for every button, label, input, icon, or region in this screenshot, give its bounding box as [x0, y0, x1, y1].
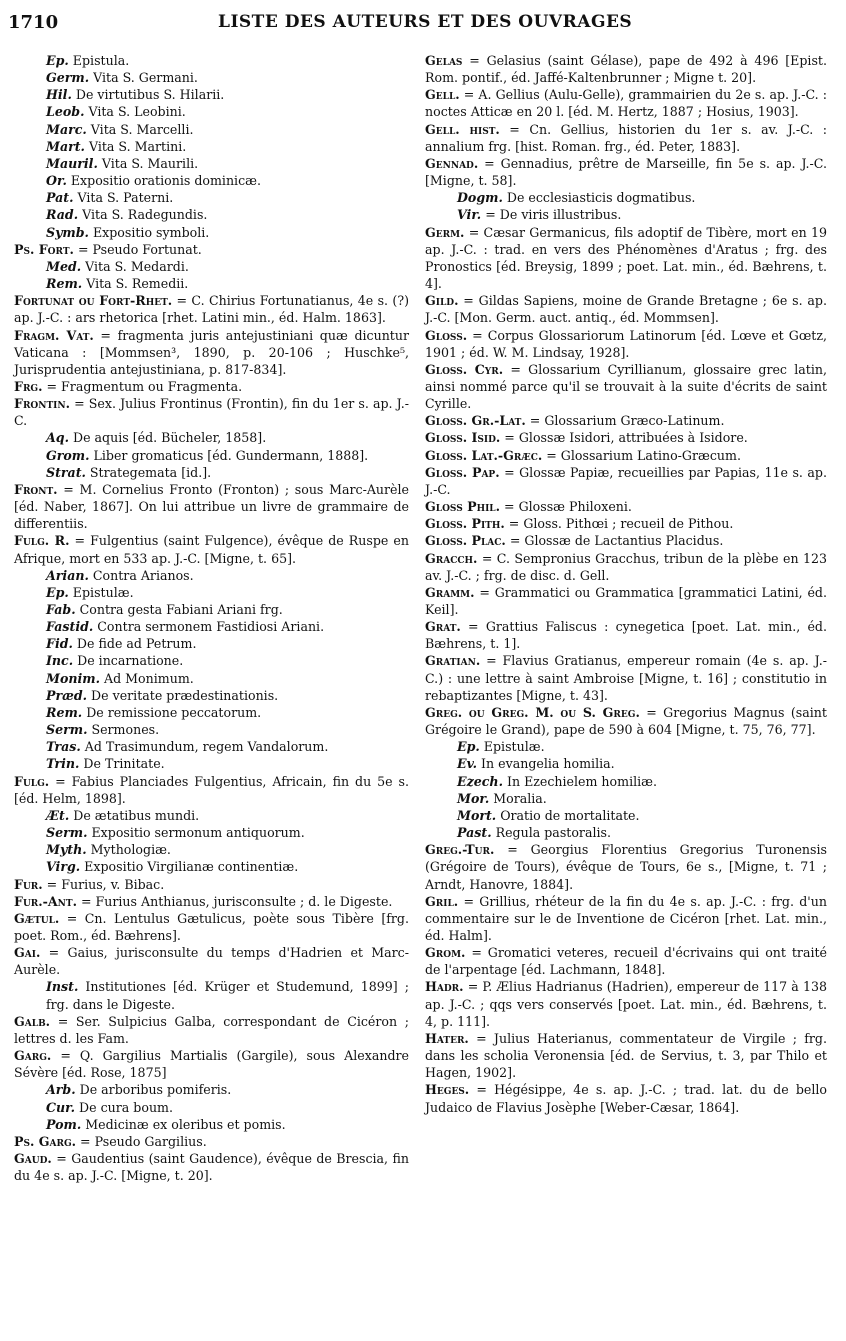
- work-entry: [14, 601, 409, 618]
- entry-text: Mythologiæ.: [86, 842, 171, 858]
- author-entry: [425, 1030, 827, 1081]
- entry-text: = Glossarium Cyrillianum, glossaire grec latin, ainsi nommé parce qu'il se trouvait à la suite d'écrits de saint Cyrille.: [425, 361, 827, 412]
- entry-text: Expositio Virgilianæ continentiæ.: [80, 859, 299, 875]
- entry-abbreviation: Serm.: [46, 825, 88, 841]
- entry-abbreviation: Galb.: [14, 1013, 51, 1029]
- entry-text: De ætatibus mundi.: [69, 807, 200, 823]
- entry-abbreviation: Rad.: [46, 207, 79, 223]
- work-entry: [425, 790, 827, 807]
- author-entry: [14, 1013, 409, 1047]
- entry-abbreviation: Gell. hist.: [425, 121, 500, 137]
- entry-text: Epistulæ.: [479, 739, 545, 755]
- author-entry: [425, 652, 827, 703]
- author-entry: [14, 876, 409, 893]
- entry-abbreviation: Gennad.: [425, 155, 479, 171]
- work-entry: [14, 172, 409, 189]
- work-entry: [14, 103, 409, 120]
- author-entry: [425, 412, 827, 429]
- entry-text: = Gildas Sapiens, moine de Grande Bretagne ; 6e s. ap. J.-C. [Mon. Germ. auct. antiq., éd. Mommsen].: [425, 293, 827, 326]
- entry-text: = Georgius Florentius Gregorius Turonensis (Grégoire de Tours), évêque de Tours, 6e s., [Migne, t. 71 ; Arndt, Hanovre, 1884].: [425, 842, 827, 892]
- entry-abbreviation: Trin.: [46, 756, 80, 772]
- entry-text: Vita S. Martini.: [84, 138, 187, 154]
- entry-abbreviation: Gloss. Cyr.: [425, 361, 504, 377]
- work-entry: [14, 1116, 409, 1133]
- entry-text: = Flavius Gratianus, empereur romain (4e s. ap. J.-C.) : une lettre à saint Ambroise [Migne, t. 16] ; constitutio in rebaptizantes [Migne, t. 43].: [425, 653, 827, 703]
- work-entry: [14, 206, 409, 223]
- entry-text: = C. Chirius Fortunatianus, 4e s. (?) ap. J.-C. : ars rhetorica [rhet. Latini min., éd. Halm. 1863].: [14, 293, 409, 326]
- entry-text: = Furius, v. Bibac.: [42, 876, 165, 892]
- entry-text: De veritate prædestinationis.: [87, 687, 279, 703]
- entry-abbreviation: Vir.: [457, 207, 482, 223]
- entry-text: De aquis [éd. Bücheler, 1858].: [68, 430, 267, 446]
- entry-abbreviation: Fragm. Vat.: [14, 327, 94, 343]
- entry-abbreviation: Frg.: [14, 378, 43, 394]
- author-entry: [425, 224, 827, 293]
- entry-abbreviation: Mor.: [457, 790, 490, 806]
- work-entry: [14, 584, 409, 601]
- entry-text: = Cn. Gellius, historien du 1er s. av. J.-C. : annalium frg. [hist. Roman. frg., éd. Peter, 1883].: [425, 121, 827, 154]
- entry-text: = Glossæ de Lactantius Placidus.: [505, 533, 724, 549]
- work-entry: [14, 1099, 409, 1116]
- entry-text: = Cæsar Germanicus, fils adoptif de Tibère, mort en 19 ap. J.-C. : trad. en vers des Phénomènes d'Aratus ; frg. des Pronostics [éd. Breysig, 1899 ; poet. Lat. min., éd. Bæhrens, t. 4].: [425, 224, 827, 292]
- work-entry: [425, 206, 827, 223]
- work-entry: [14, 224, 409, 241]
- author-entry: [425, 86, 827, 120]
- entry-abbreviation: Præd.: [46, 687, 88, 703]
- entry-text: = Fabius Planciades Fulgentius, Africain, fin du 5e s. [éd. Helm, 1898].: [14, 773, 409, 806]
- entry-abbreviation: Gild.: [425, 293, 459, 309]
- entry-abbreviation: Gratian.: [425, 653, 481, 669]
- page-number: 1710: [8, 12, 59, 33]
- entry-abbreviation: Mauril.: [46, 155, 98, 171]
- entry-text: = Gaudentius (saint Gaudence), évêque de Brescia, fin du 4e s. ap. J.-C. [Migne, t. 20].: [14, 1151, 409, 1184]
- author-entry: [425, 327, 827, 361]
- entry-text: Moralia.: [489, 790, 547, 806]
- entry-text: Ad Monimum.: [100, 670, 194, 686]
- entry-abbreviation: Hadr.: [425, 979, 464, 995]
- work-entry: [14, 824, 409, 841]
- entry-abbreviation: Gell.: [425, 87, 460, 103]
- author-entry: [14, 944, 409, 978]
- work-entry: [425, 738, 827, 755]
- work-entry: [14, 807, 409, 824]
- entry-text: = Fulgentius (saint Fulgence), évêque de Ruspe en Afrique, mort en 533 ap. J.-C. [Migne, t. 65].: [14, 533, 409, 566]
- author-entry: [14, 1133, 409, 1150]
- author-entry: [425, 1081, 827, 1115]
- entry-abbreviation: Fastid.: [46, 619, 94, 635]
- entry-abbreviation: Mart.: [46, 138, 85, 154]
- entry-abbreviation: Frontin.: [14, 396, 71, 412]
- entry-abbreviation: Inst.: [46, 979, 79, 995]
- entry-abbreviation: Mort.: [457, 807, 497, 823]
- entry-abbreviation: Gelas: [425, 53, 463, 68]
- entry-text: = P. Ælius Hadrianus (Hadrien), empereur de 117 à 138 ap. J.-C. ; qqs vers conservés [poet. Lat. min., éd. Bæhrens, t. 4, p. 111].: [425, 979, 827, 1029]
- entry-abbreviation: Tras.: [46, 739, 81, 755]
- entry-text: Epistulæ.: [68, 584, 134, 600]
- entry-text: = Pseudo Fortunat.: [73, 241, 202, 257]
- entry-abbreviation: Front.: [14, 481, 58, 497]
- entry-text: Vita S. Remedii.: [82, 276, 189, 292]
- entry-abbreviation: Heges.: [425, 1082, 470, 1098]
- author-entry: [14, 481, 409, 532]
- work-entry: [425, 189, 827, 206]
- entry-text: = Glossæ Isidori, attribuées à Isidore.: [500, 430, 748, 446]
- entry-abbreviation: Ps. Garg.: [14, 1133, 77, 1149]
- author-entry: [14, 532, 409, 566]
- entry-abbreviation: Gloss. Gr.-Lat.: [425, 413, 526, 429]
- entry-abbreviation: Fid.: [46, 636, 73, 652]
- entry-text: Epistula.: [68, 53, 130, 68]
- entry-text: Ad Trasimundum, regem Vandalorum.: [80, 739, 329, 755]
- work-entry: [14, 755, 409, 772]
- entry-text: = Pseudo Gargilius.: [76, 1133, 207, 1149]
- author-entry: [425, 893, 827, 944]
- entry-abbreviation: Fulg.: [14, 773, 50, 789]
- work-entry: [14, 978, 409, 1012]
- work-entry: [14, 52, 409, 69]
- entry-text: = M. Cornelius Fronto (Fronton) ; sous Marc-Aurèle [éd. Naber, 1867]. On lui attribue un livre de grammaire de differentiis.: [14, 481, 409, 532]
- entry-text: Vita S. Marcelli.: [86, 121, 194, 137]
- entry-text: = Cn. Lentulus Gætulicus, poète sous Tibère [frg. poet. Rom., éd. Bæhrens].: [14, 910, 409, 943]
- entry-abbreviation: Gracch.: [425, 550, 478, 566]
- entry-text: Medicinæ ex oleribus et pomis.: [81, 1116, 286, 1132]
- author-entry: [425, 361, 827, 412]
- entry-abbreviation: Ps. Fort.: [14, 241, 74, 257]
- work-entry: [14, 447, 409, 464]
- work-entry: [14, 429, 409, 446]
- entry-text: = Gelasius (saint Gélase), pape de 492 à 496 [Epist. Rom. pontif., éd. Jaffé-Kaltenbrunner ; Migne t. 20].: [425, 53, 827, 86]
- author-entry: [14, 327, 409, 378]
- author-entry: [14, 1047, 409, 1081]
- entry-abbreviation: Gril.: [425, 893, 459, 909]
- entry-text: Vita S. Paterni.: [73, 190, 174, 206]
- work-entry: [14, 189, 409, 206]
- entry-text: Institutiones [éd. Krüger et Studemund, 1899] ; frg. dans le Digeste.: [46, 979, 409, 1012]
- entry-abbreviation: Gætul.: [14, 910, 60, 926]
- entry-abbreviation: Serm.: [46, 722, 88, 738]
- left-column: [14, 52, 409, 1184]
- author-entry: [425, 515, 827, 532]
- author-entry: [425, 618, 827, 652]
- author-entry: [14, 378, 409, 395]
- entry-text: Contra Arianos.: [88, 567, 194, 583]
- entry-text: Sermones.: [87, 722, 160, 738]
- entry-text: = De viris illustribus.: [481, 207, 622, 223]
- entry-abbreviation: Marc.: [46, 121, 87, 137]
- work-entry: [14, 121, 409, 138]
- running-title: LISTE DES AUTEURS ET DES OUVRAGES: [218, 12, 633, 32]
- work-entry: [14, 138, 409, 155]
- entry-text: Expositio sermonum antiquorum.: [87, 825, 305, 841]
- entry-text: = Furius Anthianus, jurisconsulte ; d. le Digeste.: [76, 893, 393, 909]
- author-entry: [14, 292, 409, 326]
- work-entry: [14, 155, 409, 172]
- work-entry: [425, 755, 827, 772]
- entry-abbreviation: Strat.: [46, 464, 86, 480]
- entry-abbreviation: Greg. ou Greg. M. ou S. Greg.: [425, 704, 640, 720]
- entry-text: = C. Sempronius Gracchus, tribun de la plèbe en 123 av. J.-C. ; frg. de disc. d. Gell.: [425, 550, 827, 583]
- entry-abbreviation: Arb.: [46, 1082, 76, 1098]
- author-entry: [425, 464, 827, 498]
- author-entry: [14, 893, 409, 910]
- entry-text: Liber gromaticus [éd. Gundermann, 1888].: [89, 447, 369, 463]
- entry-text: = Fragmentum ou Fragmenta.: [42, 378, 243, 394]
- entry-text: De Trinitate.: [79, 756, 165, 772]
- entry-abbreviation: Gloss. Pap.: [425, 464, 500, 480]
- author-entry: [425, 447, 827, 464]
- author-entry: [425, 841, 827, 892]
- author-entry: [425, 978, 827, 1029]
- work-entry: [14, 841, 409, 858]
- entry-abbreviation: Grom.: [46, 447, 90, 463]
- entry-abbreviation: Gloss. Lat.-Græc.: [425, 447, 543, 463]
- author-entry: [425, 155, 827, 189]
- entry-text: = fragmenta juris antejustiniani quæ dicuntur Vaticana : [Mommsen³, 1890, p. 20-106 ; Huschke⁵, Jurisprudentia antejustiniana, p. 817-834].: [14, 327, 409, 377]
- author-entry: [425, 429, 827, 446]
- entry-abbreviation: Gloss. Plac.: [425, 533, 506, 549]
- author-entry: [14, 241, 409, 258]
- entry-text: In Ezechielem homiliæ.: [502, 773, 657, 789]
- entry-abbreviation: Greg.-Tur.: [425, 842, 495, 858]
- entry-text: = Gennadius, prêtre de Marseille, fin 5e s. ap. J.-C. [Migne, t. 58].: [425, 155, 827, 189]
- author-entry: [425, 584, 827, 618]
- entry-abbreviation: Dogm.: [457, 190, 503, 206]
- entry-text: = Hégésippe, 4e s. ap. J.-C. ; trad. lat. du de bello Judaico de Flavius Josèphe [Weber-Cæsar, 1864].: [425, 1082, 827, 1115]
- author-entry: [14, 773, 409, 807]
- author-entry: [425, 52, 827, 86]
- entry-abbreviation: Pat.: [46, 190, 74, 206]
- entry-text: = Grammatici ou Grammatica [grammatici Latini, éd. Keil].: [425, 584, 827, 617]
- entry-text: = A. Gellius (Aulu-Gelle), grammairien du 2e s. ap. J.-C. : noctes Atticæ en 20 l. [éd. M. Hertz, 1887 ; Hosius, 1903].: [425, 87, 827, 120]
- entry-abbreviation: Fab.: [46, 602, 76, 617]
- entry-abbreviation: Myth.: [46, 842, 87, 858]
- entry-text: In evangelia homilia.: [477, 756, 615, 772]
- entry-abbreviation: Ezech.: [457, 773, 503, 789]
- author-entry: [425, 498, 827, 515]
- work-entry: [14, 464, 409, 481]
- entry-text: Vita S. Leobini.: [84, 104, 186, 120]
- entry-text: De fide ad Petrum.: [72, 636, 197, 652]
- author-entry: [14, 910, 409, 944]
- entry-text: = Gromatici veteres, recueil d'écrivains qui ont traité de l'arpentage [éd. Lachmann, 1848].: [425, 945, 827, 978]
- entry-abbreviation: Grom.: [425, 945, 466, 961]
- work-entry: [14, 567, 409, 584]
- entry-abbreviation: Grat.: [425, 619, 461, 635]
- entry-text: = Gaius, jurisconsulte du temps d'Hadrien et Marc-Aurèle.: [14, 945, 409, 978]
- entry-text: De virtutibus S. Hilarii.: [71, 87, 225, 103]
- entry-abbreviation: Virg.: [46, 859, 81, 875]
- entry-text: = Ser. Sulpicius Galba, correspondant de Cicéron ; lettres d. les Fam.: [14, 1013, 409, 1046]
- work-entry: [14, 652, 409, 669]
- entry-abbreviation: Leob.: [46, 104, 85, 120]
- entry-abbreviation: Gai.: [14, 945, 41, 961]
- entry-text: = Sex. Julius Frontinus (Frontin), fin du 1er s. ap. J.-C.: [14, 396, 409, 429]
- entry-text: De ecclesiasticis dogmatibus.: [502, 190, 696, 206]
- entry-text: = Grattius Faliscus : cynegetica [poet. Lat. min., éd. Bæhrens, t. 1].: [425, 619, 827, 652]
- work-entry: [14, 618, 409, 635]
- entry-text: Expositio symboli.: [88, 224, 210, 240]
- entry-abbreviation: Arian.: [46, 567, 89, 583]
- entry-text: Vita S. Radegundis.: [78, 207, 208, 223]
- entry-text: De remissione peccatorum.: [82, 704, 262, 720]
- work-entry: [14, 69, 409, 86]
- author-entry: [425, 944, 827, 978]
- entry-text: Regula pastoralis.: [491, 825, 611, 841]
- entry-abbreviation: Gramm.: [425, 584, 475, 600]
- entry-abbreviation: Ep.: [46, 53, 69, 68]
- entry-abbreviation: Ep.: [46, 584, 69, 600]
- work-entry: [14, 1081, 409, 1098]
- entry-text: = Glossæ Papiæ, recueillies par Papias, 11e s. ap. J.-C.: [425, 464, 827, 497]
- entry-text: Expositio orationis dominicæ.: [66, 173, 261, 189]
- entry-abbreviation: Symb.: [46, 224, 89, 240]
- entry-text: = Glossarium Græco-Latinum.: [525, 413, 725, 429]
- work-entry: [425, 824, 827, 841]
- author-entry: [425, 704, 827, 738]
- author-entry: [14, 1150, 409, 1184]
- author-entry: [425, 532, 827, 549]
- entry-text: De cura boum.: [75, 1099, 173, 1115]
- author-entry: [425, 121, 827, 155]
- entry-text: = Glossæ Philoxeni.: [500, 499, 632, 515]
- work-entry: [14, 721, 409, 738]
- work-entry: [425, 773, 827, 790]
- entry-abbreviation: Cur.: [46, 1099, 76, 1115]
- entry-text: Vita S. Medardi.: [81, 258, 189, 274]
- entry-text: = Gregorius Magnus (saint Grégoire le Grand), pape de 590 à 604 [Migne, t. 75, 76, 77].: [425, 704, 827, 738]
- entry-abbreviation: Fur.: [14, 876, 43, 892]
- entry-text: = Glossarium Latino-Græcum.: [542, 447, 741, 463]
- entry-abbreviation: Ev.: [457, 756, 478, 772]
- entry-abbreviation: Gloss. Isid.: [425, 430, 501, 446]
- entry-abbreviation: Gloss.: [425, 327, 468, 343]
- work-entry: [14, 86, 409, 103]
- page-header: [8, 12, 838, 38]
- work-entry: [14, 738, 409, 755]
- entry-text: = Gloss. Pithœi ; recueil de Pithou.: [504, 516, 734, 532]
- work-entry: [425, 807, 827, 824]
- work-entry: [14, 858, 409, 875]
- right-column: [425, 52, 827, 1116]
- entry-abbreviation: Garg.: [14, 1048, 52, 1064]
- entry-text: De incarnatione.: [73, 653, 184, 669]
- entry-abbreviation: Rem.: [46, 704, 83, 720]
- entry-text: Vita S. Germani.: [89, 70, 198, 86]
- entry-abbreviation: Rem.: [46, 276, 83, 292]
- author-entry: [14, 395, 409, 429]
- entry-abbreviation: Fur.-Ant.: [14, 893, 77, 909]
- entry-text: Contra gesta Fabiani Ariani frg.: [75, 602, 283, 617]
- entry-abbreviation: Aq.: [46, 430, 69, 446]
- entry-text: = Q. Gargilius Martialis (Gargile), sous Alexandre Sévère [éd. Rose, 1875]: [14, 1048, 409, 1081]
- entry-abbreviation: Hater.: [425, 1030, 469, 1046]
- entry-text: Vita S. Maurili.: [97, 155, 199, 171]
- entry-text: De arboribus pomiferis.: [75, 1082, 232, 1098]
- entry-abbreviation: Gloss. Pith.: [425, 516, 505, 532]
- entry-abbreviation: Monim.: [46, 670, 100, 686]
- entry-abbreviation: Or.: [46, 173, 67, 189]
- entry-abbreviation: Gloss Phil.: [425, 499, 501, 515]
- work-entry: [14, 687, 409, 704]
- entry-text: Oratio de mortalitate.: [496, 807, 640, 823]
- entry-abbreviation: Germ.: [425, 224, 465, 240]
- author-entry: [425, 292, 827, 326]
- entry-abbreviation: Med.: [46, 258, 82, 274]
- entry-abbreviation: Pom.: [46, 1116, 82, 1132]
- work-entry: [14, 258, 409, 275]
- entry-text: = Julius Haterianus, commentateur de Virgile ; frg. dans les scholia Veronensia [éd. de Servius, t. 3, par Thilo et Hagen, 1902].: [425, 1030, 827, 1081]
- entry-abbreviation: Hil.: [46, 87, 72, 103]
- entry-text: Contra sermonem Fastidiosi Ariani.: [93, 619, 325, 635]
- work-entry: [14, 704, 409, 721]
- entry-abbreviation: Past.: [457, 825, 492, 841]
- entry-abbreviation: Fortunat ou Fort-Rhet.: [14, 293, 173, 309]
- entry-abbreviation: Inc.: [46, 653, 74, 669]
- entry-text: = Corpus Glossariorum Latinorum [éd. Lœve et Gœtz, 1901 ; éd. W. M. Lindsay, 1928].: [425, 327, 827, 360]
- entry-text: Strategemata [id.].: [85, 464, 212, 480]
- entry-text: = Grillius, rhéteur de la fin du 4e s. ap. J.-C. : frg. d'un commentaire sur le de Inventione de Cicéron [rhet. Lat. min., éd. Halm].: [425, 893, 827, 943]
- work-entry: [14, 275, 409, 292]
- work-entry: [14, 635, 409, 652]
- entry-abbreviation: Germ.: [46, 70, 90, 86]
- entry-abbreviation: Fulg. R.: [14, 533, 70, 549]
- work-entry: [14, 670, 409, 687]
- entry-abbreviation: Ep.: [457, 739, 480, 755]
- author-entry: [425, 550, 827, 584]
- entry-abbreviation: Æt.: [46, 807, 70, 823]
- entry-abbreviation: Gaud.: [14, 1151, 52, 1166]
